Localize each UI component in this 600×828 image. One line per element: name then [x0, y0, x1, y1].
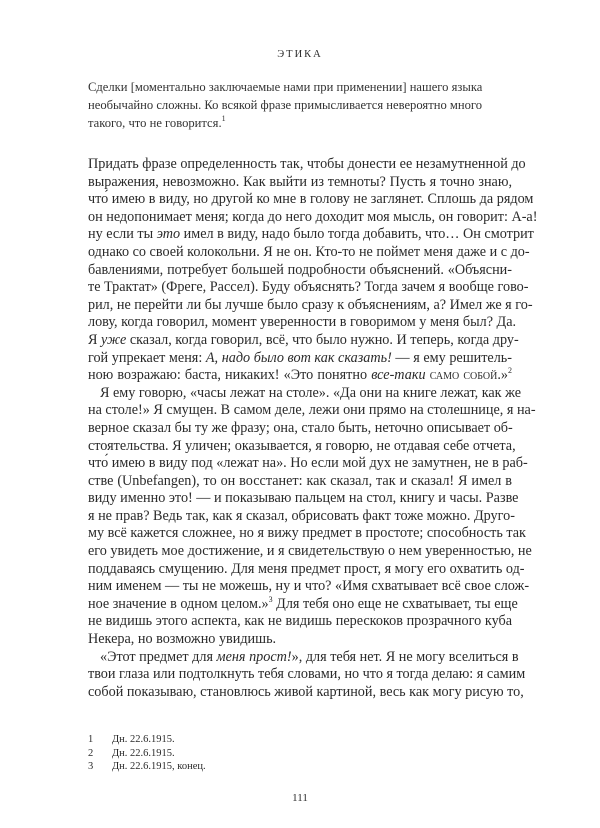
footnote [88, 747, 206, 761]
text: стве (Unbefangen), то он восстанет: как сказал, так и сказал! Я имел в [88, 472, 512, 489]
text-line [88, 560, 525, 579]
text-line [88, 402, 536, 420]
text-line [88, 594, 518, 614]
text: ну если ты [88, 226, 157, 243]
text: те Трактат» (Фреге, Рассел). Буду объяснять? Тогда зачем я вообще гово- [88, 279, 529, 296]
text: он недопонимает меня; когда до него доходит моя мысль, он говорит: А-а! [88, 208, 538, 225]
epigraph [88, 78, 508, 132]
footnote-text: Дн. 22.6.1915, конец. [112, 761, 206, 772]
text-line [88, 367, 512, 385]
text: Некера, но возможно увидишь. [88, 631, 277, 648]
text-line [88, 507, 515, 526]
text-line [88, 648, 519, 667]
text: однако со своей колокольни. Я не он. Кто-то не поймет меня даже и с до- [88, 243, 530, 260]
text-line [88, 683, 524, 702]
text: », для тебя нет. Я не могу вселиться в [291, 648, 519, 665]
text: ное значение в одном целом.» [88, 595, 269, 612]
text-line [88, 156, 526, 174]
footnote-ref: 3 [268, 594, 273, 604]
italic-text: это [156, 226, 181, 243]
text-line [88, 243, 530, 262]
text: му всё кажется сложнее, но я вижу предмет в простоте; способность так [88, 525, 526, 542]
text-line [88, 314, 517, 332]
text: гой упрекает меня: [88, 349, 206, 366]
text: не видишь этого аспекта, как не видишь перескоков прозрачного куба [88, 613, 512, 630]
text: Я ему говорю, «часы лежат на столе». «Да они на книге лежат, как же [100, 384, 522, 401]
italic-text: все-таки [371, 367, 426, 384]
italic-text: меня прост! [216, 648, 292, 665]
footnote-ref: 1 [221, 114, 226, 123]
text-line [88, 578, 530, 596]
footnote-ref: 2 [508, 366, 512, 376]
text: выражения, невозможно. Как выйти из темноты? Пусть я точно знаю, [88, 173, 512, 190]
text: Для тебя оно еще не схватывает, ты еще [272, 595, 518, 612]
text-line [88, 296, 533, 315]
text: лову, когда говорил, момент уверенности в говоримом у меня был? Да. [88, 314, 517, 331]
epigraph-line: необычайно сложны. Ко всякой фразе примысливается невероятно много [88, 98, 483, 112]
text-line [88, 473, 512, 491]
footnote-number: 1 [88, 734, 94, 745]
text-line [88, 666, 526, 684]
text-line [88, 191, 534, 209]
italic-text: уже [101, 331, 127, 348]
text: поддаваясь смущению. Для меня предмет прост, я могу его охватить од- [88, 560, 525, 577]
text: ним именем — ты не можешь, ну и что? «Имя схватывает всё свое слож- [88, 578, 530, 595]
footnote-number: 3 [88, 761, 94, 772]
text: рил, не перейти ли бы лучше было сразу к объяснениям, а? Имел же я го- [88, 296, 533, 313]
body-text [88, 156, 538, 701]
footnote-text: Дн. 22.6.1915. [112, 747, 175, 759]
text-line [88, 331, 519, 350]
text: его увидеть мое достижение, и я свидетельствую о нем уверенностью, не [88, 543, 532, 560]
text: сказал, когда говорил, всё, что было нужно. И теперь, когда дру- [126, 331, 519, 348]
text-line [88, 384, 522, 403]
epigraph-text: такого, что не говорится. [88, 116, 222, 130]
text: имел в виду, надо было тогда добавить, что… Он смотрит [180, 226, 534, 243]
text: бавлениями, потребует большей подробности объяснений. «Объясни- [88, 261, 512, 278]
running-head: ЭТИКА [277, 49, 323, 60]
text: что́ имею в виду под «лежат на». Но если мой дух не замутнен, не в раб- [88, 455, 528, 472]
epigraph-line: Сделки [моментально заключаемые нами при применении] нашего языка [88, 80, 483, 94]
text: Придать фразе определенность так, чтобы донести ее незамутненной до [88, 156, 526, 172]
text-line [88, 279, 529, 297]
text-line [88, 525, 526, 543]
text-line [88, 437, 516, 456]
text: ною возражаю: баста, никаких! «Это понятно [88, 367, 372, 384]
footnote [88, 733, 206, 747]
text-line [88, 455, 528, 473]
text: я не прав? Ведь так, как я сказал, обрисовать факт тоже можно. Друго- [88, 507, 515, 524]
text: виду именно это! — и показываю пальцем на стол, книгу и часы. Разве [88, 490, 519, 507]
italic-text: А, надо было вот как сказать! [205, 349, 392, 366]
text-line [88, 208, 538, 227]
text-line [88, 174, 512, 192]
footnote-number: 2 [88, 747, 94, 759]
text-line [88, 226, 534, 244]
footnote [88, 760, 206, 774]
epigraph-line [88, 114, 508, 132]
text-line [88, 543, 532, 561]
footnote-text: Дн. 22.6.1915. [112, 734, 175, 745]
text-line [88, 490, 519, 508]
text-line [88, 613, 512, 631]
text-line [88, 350, 512, 368]
text: твои глаза или подтолкнуть тебя словами, но что я тогда делаю: я самим [88, 666, 526, 683]
text-line [88, 631, 512, 649]
text-line [88, 420, 512, 438]
text: Я [88, 331, 102, 348]
footnotes [88, 733, 206, 774]
text: — я ему решитель- [391, 349, 512, 366]
page-number: 111 [292, 792, 308, 804]
text: на столе!» Я смущен. В самом деле, лежи они прямо на столешнице, я на- [88, 402, 536, 419]
text: стоятельства. Я уличен; оказывается, я говорю, не отдавая себе отчета, [88, 437, 516, 454]
text-line [88, 262, 512, 280]
text: верное сказал бы ту же фразу; она, стало быть, неточно описывает об- [88, 419, 513, 436]
text: «Этот предмет для [100, 648, 217, 665]
text: собой показываю, становлюсь живой картиной, весь как могу рисую то, [88, 683, 524, 700]
text: само собой.» [425, 367, 508, 384]
text: что́ имею в виду, но другой ко мне в голову не заглянет. Сплошь да рядом [88, 191, 534, 208]
